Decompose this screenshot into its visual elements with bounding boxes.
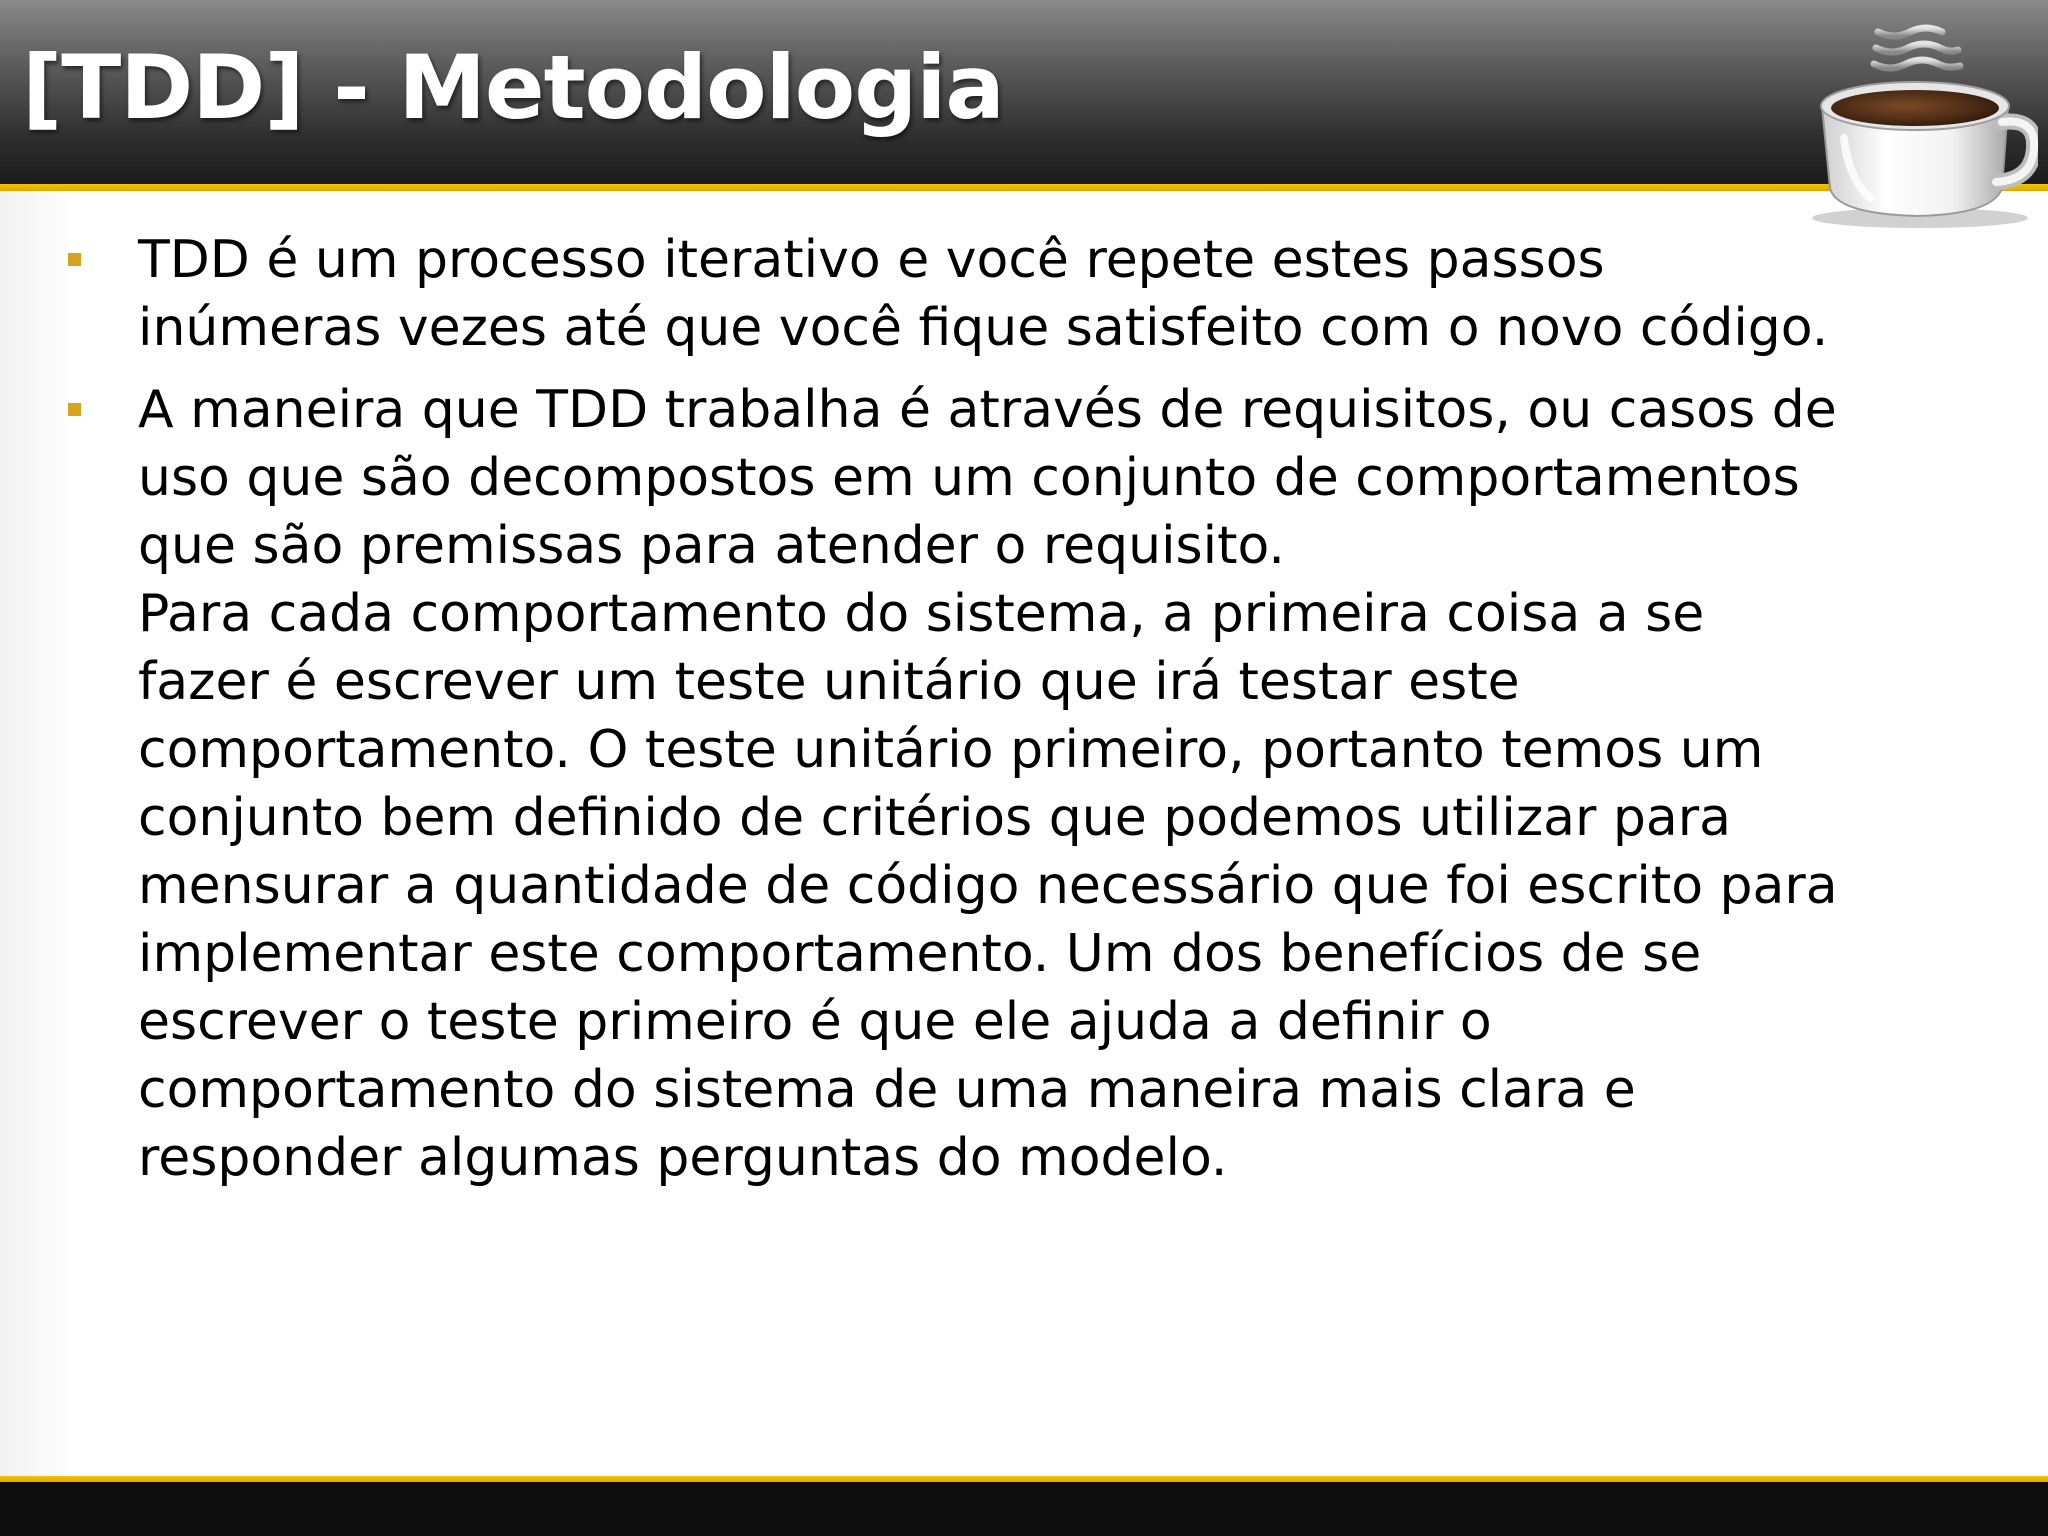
title-bar — [0, 0, 2048, 184]
text-line: fazer é escrever um teste unitário que irá testar este — [138, 652, 1520, 712]
coffee-cup-icon — [1800, 18, 2038, 230]
text-line: escrever o teste primeiro é que ele ajuda a definir o — [138, 992, 1492, 1052]
bullet-text — [138, 376, 2018, 1192]
text-line: implementar este comportamento. Um dos benefícios de se — [138, 924, 1702, 984]
text-line: Para cada comportamento do sistema, a primeira coisa a se — [138, 584, 1705, 644]
text-line: A maneira que TDD trabalha é através de requisitos, ou casos de — [138, 380, 1837, 440]
title-divider — [0, 184, 2048, 191]
text-line: que são premissas para atender o requisito. — [138, 516, 1285, 576]
text-line: responder algumas perguntas do modelo. — [138, 1128, 1228, 1188]
text-line: inúmeras vezes até que você fique satisfeito com o novo código. — [138, 298, 1829, 358]
text-line: uso que são decompostos em um conjunto de comportamentos — [138, 448, 1800, 508]
text-line: comportamento. O teste unitário primeiro, portanto temos um — [138, 720, 1764, 780]
text-line: mensurar a quantidade de código necessário que foi escrito para — [138, 856, 1838, 916]
bullet-list — [0, 226, 2048, 1192]
bullet-text — [138, 226, 2018, 362]
slide-title: [TDD] - Metodologia — [22, 36, 1004, 139]
footer-bar — [0, 1482, 2048, 1536]
square-bullet-icon — [68, 253, 81, 266]
text-line: TDD é um processo iterativo e você repete estes passos — [138, 230, 1605, 290]
bullet-item — [0, 376, 2048, 1192]
text-line: conjunto bem definido de critérios que podemos utilizar para — [138, 788, 1732, 848]
bullet-item — [0, 226, 2048, 362]
square-bullet-icon — [68, 403, 81, 416]
text-line: comportamento do sistema de uma maneira mais clara e — [138, 1060, 1636, 1120]
